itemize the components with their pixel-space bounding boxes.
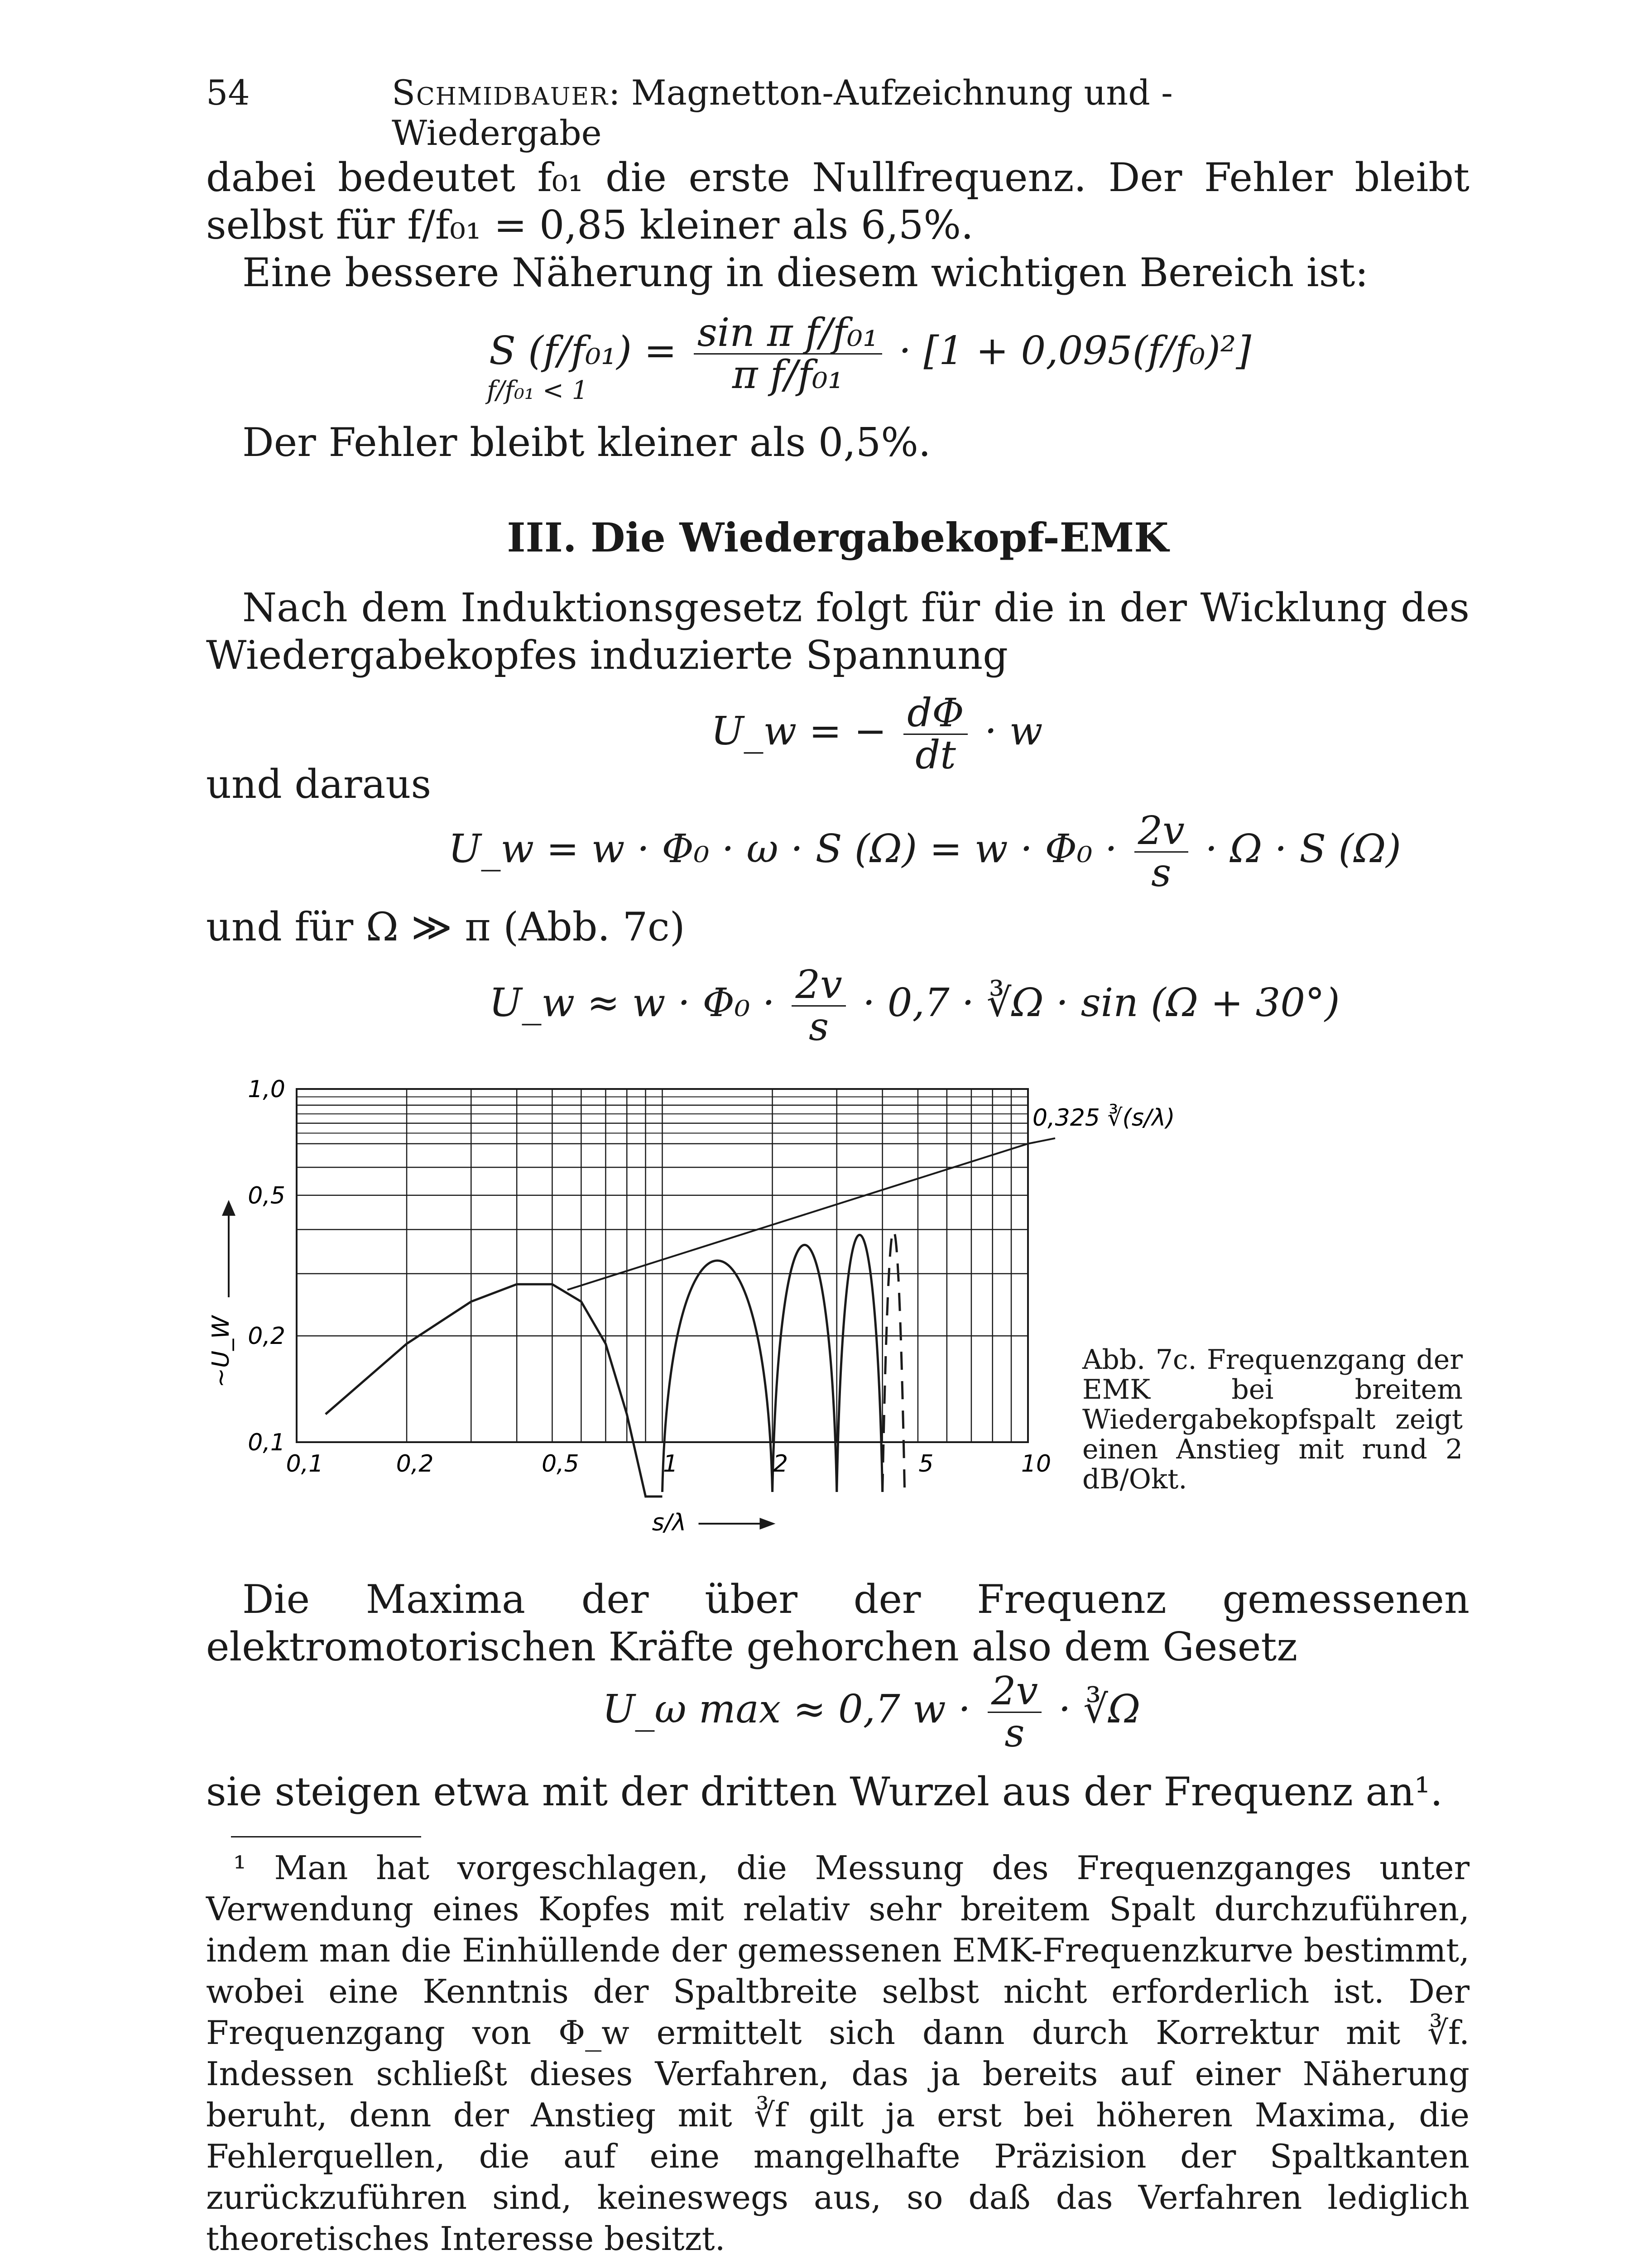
- intro-line2: Eine bessere Näherung in diesem wichtigen Bereich ist:: [242, 249, 1369, 296]
- eq2-rhs: · w: [984, 709, 1043, 754]
- footnote: ¹ Man hat vorgeschlagen, die Messung des Frequenzganges unter Verwendung eines Kopfes mit relativ sehr breitem Spalt durchzuführen, indem man die Einhüllende der gemessenen EMK-Frequenzkurve bestimmt, wobei eine Kenntnis der Spaltbreite selbst nicht erforderlich ist. Der Frequenzgang von Φ_w ermittelt sich dann durch Korrektur mit ∛f. Indessen schließt dieses Verfahren, das ja bereits auf einer Näherung beruht, denn der Anstieg mit ∛f gilt ja erst bei höheren Maxima, die Fehlerquellen, die auf eine mangelhafte Präzision der Spaltkanten zurückzuführen sind, keineswegs aus, so daß das Verfahren lediglich theoretisches Interesse besitzt.: [206, 1849, 1470, 2258]
- eq4-part-b: · 0,7 · ∛Ω · sin (Ω + 30°): [863, 980, 1340, 1026]
- eq4-part-a: U_w ≈ w · Φ₀ ·: [489, 980, 775, 1026]
- eq3-denominator: s: [1151, 850, 1172, 896]
- eq1-condition: f/f₀₁ < 1: [487, 376, 588, 405]
- asymptote-label: 0,325 ∛(s/λ): [1032, 1104, 1175, 1132]
- und-fuer: und für Ω ≫ π (Abb. 7c): [206, 904, 685, 950]
- eq5-part-b: · ∛Ω: [1058, 1687, 1141, 1732]
- asymptote-extension: [1028, 1138, 1055, 1144]
- eq3-fraction: [1134, 808, 1188, 896]
- und-daraus: und daraus: [206, 761, 432, 807]
- y-axis-label: ~U_W: [207, 1315, 235, 1388]
- eq5-fraction: [988, 1671, 1042, 1754]
- eq3-numerator: 2v: [1134, 811, 1188, 853]
- eq1-lhs: S (f/f₀₁) =: [489, 328, 677, 374]
- y-tick-label: 0,2: [248, 1323, 285, 1350]
- error-remark: Der Fehler bleibt kleiner als 0,5%.: [242, 419, 931, 465]
- emk-curve-lobe-5: [883, 1231, 905, 1492]
- equation-3: [448, 808, 1401, 896]
- eq2-numerator: dΦ: [903, 693, 968, 735]
- title-text: : Magnetton-Aufzeichnung und -Wiedergabe: [392, 72, 1173, 153]
- eq3-part-b: · Ω · S (Ω): [1205, 826, 1401, 872]
- x-tick-label: 0,1: [286, 1450, 324, 1477]
- emk-curve-lobe-2: [663, 1261, 773, 1492]
- eq4-numerator: 2v: [792, 964, 845, 1007]
- x-tick-label: 2: [773, 1450, 788, 1477]
- chart-labels: [207, 1076, 1175, 1536]
- author-name: Schmidbauer: [392, 72, 609, 113]
- eq1-denominator: π f/f₀₁: [732, 352, 844, 398]
- eq4-fraction: [792, 962, 845, 1050]
- chart-grid: [297, 1089, 1028, 1442]
- eq1-numerator: sin π f/f₀₁: [694, 312, 882, 355]
- x-tick-label: 1: [663, 1450, 678, 1477]
- maxima-paragraph: Die Maxima der über der Frequenz gemessenen elektromotorischen Kräfte gehorchen also dem Gesetz: [206, 1576, 1470, 1670]
- intro-paragraph: dabei bedeutet f₀₁ die erste Nullfrequenz. Der Fehler bleibt selbst für f/f₀₁ = 0,85 kleiner als 6,5%.: [206, 154, 1470, 248]
- eq2-lhs: U_w = −: [711, 709, 887, 754]
- x-axis-arrowhead: [760, 1518, 776, 1530]
- x-tick-label: 5: [918, 1450, 934, 1477]
- eq5-part-a: U_ω max ≈ 0,7 w ·: [602, 1687, 971, 1732]
- eq5-denominator: s: [1004, 1711, 1025, 1756]
- page-number: 54: [206, 72, 250, 113]
- eq2-fraction: [903, 693, 968, 776]
- footnote-rule: [231, 1836, 421, 1837]
- equation-2: [711, 693, 1042, 776]
- x-tick-label: 10: [1021, 1450, 1052, 1477]
- y-tick-label: 0,1: [248, 1429, 285, 1456]
- figure-caption: Abb. 7c. Frequenzgang der EMK bei breitem Wiedergabekopfspalt zeigt einen Anstieg mit rund 2 dB/Okt.: [1082, 1344, 1463, 1495]
- emk-curve-lobe-1: [326, 1284, 663, 1497]
- equation-5: [602, 1671, 1140, 1754]
- cube-root-paragraph: sie steigen etwa mit der dritten Wurzel aus der Frequenz an¹.: [206, 1769, 1443, 1815]
- eq3-part-a: U_w = w · Φ₀ · ω · S (Ω) = w · Φ₀ ·: [448, 826, 1118, 872]
- x-tick-label: 0,5: [542, 1450, 579, 1477]
- y-axis-arrowhead: [222, 1200, 235, 1216]
- eq2-denominator: dt: [915, 733, 956, 778]
- y-tick-label: 1,0: [248, 1076, 285, 1103]
- section-heading: III. Die Wiedergabekopf-EMK: [507, 514, 1169, 561]
- x-axis-label: s/λ: [652, 1509, 687, 1536]
- running-title: [392, 72, 1288, 153]
- x-tick-label: 0,2: [396, 1450, 434, 1477]
- eq5-numerator: 2v: [988, 1671, 1042, 1713]
- eq4-denominator: s: [809, 1004, 829, 1050]
- section-paragraph: Nach dem Induktionsgesetz folgt für die in der Wicklung des Wiedergabekopfes induzierte Spannung: [206, 585, 1470, 678]
- asymptote-line: [567, 1144, 1028, 1290]
- frequency-response-chart: [199, 1064, 1177, 1562]
- equation-1: [489, 310, 1251, 398]
- eq1-rest: · [1 + 0,095(f/f₀)²]: [898, 328, 1251, 374]
- y-tick-label: 0,5: [248, 1182, 285, 1209]
- eq1-fraction: [694, 310, 882, 398]
- equation-4: [489, 962, 1340, 1050]
